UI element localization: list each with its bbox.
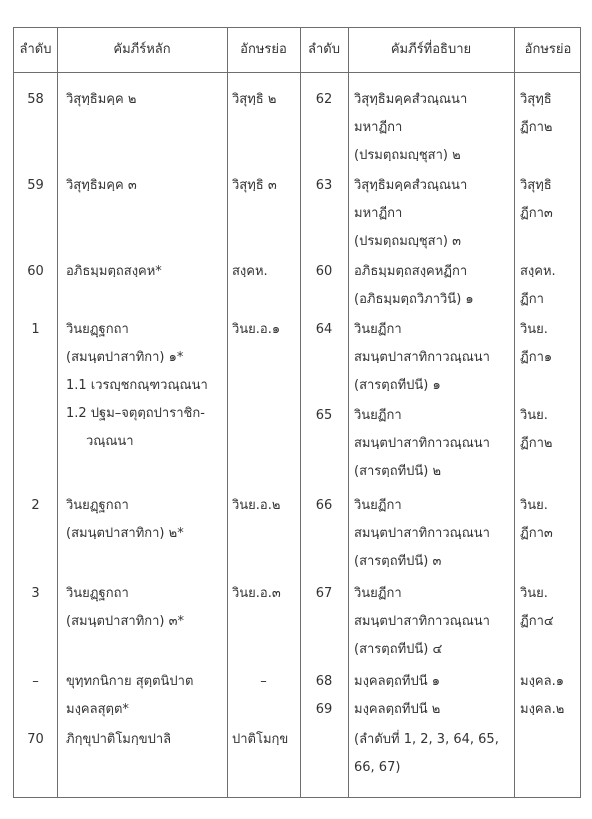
main-text-line: วณฺณนา: [86, 434, 134, 449]
commentary-abbrev: ฏีกา๔: [520, 614, 554, 629]
header-divider: [14, 72, 580, 73]
commentary-line: มงฺคลตฺถทีปนี ๑: [354, 674, 440, 689]
main-text-line: วินยฏฺฐกถา: [66, 586, 129, 601]
column-divider: [348, 28, 349, 797]
commentary-abbrev: ฏีกา๒: [520, 436, 553, 451]
commentary-line: อภิธมฺมตฺถสงฺคหฏีกา: [354, 264, 468, 279]
main-abbrev: ปาติโมกฺข: [232, 732, 289, 747]
commentary-abbrev: วิสุทฺธิ: [520, 178, 552, 193]
commentary-line: มงฺคลตฺถทีปนี ๒: [354, 702, 441, 717]
main-text-line: (สมนฺตปาสาทิกา) ๒*: [66, 526, 184, 541]
header-main-text: คัมภีร์หลัก: [113, 42, 171, 57]
main-text-line: 1.2 ปฐม–จตุตฺถปาราชิก-: [66, 406, 205, 421]
commentary-line: วินยฏีกา: [354, 408, 402, 423]
commentary-abbrev: มงฺคล.๒: [520, 702, 565, 717]
commentary-abbrev: วินย.: [520, 586, 548, 601]
commentary-line: วิสุทฺธิมคฺคสํวณฺณนา: [354, 92, 468, 107]
header-abbrev: อักษรย่อ: [240, 42, 287, 57]
main-abbrev: สงฺคห.: [232, 264, 268, 279]
commentary-line: สมนฺตปาสาทิกาวณฺณนา: [354, 526, 490, 541]
commentary-line: สมนฺตปาสาทิกาวณฺณนา: [354, 614, 490, 629]
commentary-number: 69: [315, 702, 333, 717]
main-abbrev: วิสุทฺธิ ๒: [232, 92, 277, 107]
commentary-line: (สารตฺถทีปนี) ๔: [354, 642, 443, 657]
commentary-number: 66: [315, 498, 333, 513]
commentary-number: 68: [315, 674, 333, 689]
column-divider: [514, 28, 515, 797]
commentary-number: 64: [315, 322, 333, 337]
commentary-abbrev: วิสุทฺธิ: [520, 92, 552, 107]
commentary-abbrev: ฏีกา: [520, 292, 544, 307]
main-abbrev: วินย.อ.๓: [232, 586, 281, 601]
commentary-abbrev: สงฺคห.: [520, 264, 556, 279]
commentary-line: วิสุทฺธิมคฺคสํวณฺณนา: [354, 178, 468, 193]
commentary-abbrev: ฏีกา๓: [520, 526, 553, 541]
main-text-line: มงฺคลสุตฺต*: [66, 702, 129, 717]
main-text-line: (สมนฺตปาสาทิกา) ๑*: [66, 350, 184, 365]
commentary-abbrev: ฏีกา๑: [520, 350, 553, 365]
row-number: 1: [31, 322, 40, 337]
commentary-abbrev: วินย.: [520, 498, 548, 513]
commentary-line: 66, 67): [354, 760, 401, 775]
commentary-line: (สารตฺถทีปนี) ๓: [354, 554, 442, 569]
main-text-line: ขุทฺทกนิกาย สุตฺตนิปาต: [66, 674, 194, 689]
main-abbrev: วินย.อ.๑: [232, 322, 281, 337]
commentary-line: มหาฏีกา: [354, 206, 403, 221]
header-abbrev-2: อักษรย่อ: [524, 42, 572, 57]
commentary-line: วินยฏีกา: [354, 586, 402, 601]
commentary-abbrev: มงฺคล.๑: [520, 674, 564, 689]
main-abbrev: วินย.อ.๒: [232, 498, 281, 513]
commentary-number: 62: [315, 92, 333, 107]
commentary-line: (ปรมตฺถมญฺชุสา) ๓: [354, 234, 461, 249]
commentary-number: 67: [315, 586, 333, 601]
row-number: 58: [27, 92, 44, 107]
row-number: 3: [31, 586, 40, 601]
column-divider: [57, 28, 58, 797]
commentary-number: 60: [315, 264, 333, 279]
row-number: –: [32, 674, 39, 689]
commentary-line: สมนฺตปาสาทิกาวณฺณนา: [354, 350, 490, 365]
commentary-number: 63: [315, 178, 333, 193]
commentary-line: (อภิธมฺมตฺถวิภาวินี) ๑: [354, 292, 474, 307]
main-text-line: 1.1 เวรญฺชกณฺฑวณฺณนา: [66, 378, 208, 393]
row-number: 70: [27, 732, 44, 747]
commentary-line: มหาฏีกา: [354, 120, 403, 135]
commentary-line: (สารตฺถทีปนี) ๑: [354, 378, 441, 393]
main-text-line: วินยฏฺฐกถา: [66, 498, 129, 513]
main-abbrev: –: [260, 674, 267, 689]
commentary-abbrev: วินย.: [520, 322, 548, 337]
commentary-line: วินยฏีกา: [354, 322, 402, 337]
commentary-abbrev: วินย.: [520, 408, 548, 423]
commentary-abbrev: ฏีกา๒: [520, 120, 553, 135]
main-text-line: ภิกฺขุปาติโมกฺขปาลิ: [66, 732, 172, 747]
main-text-line: อภิธมฺมตฺถสงฺคห*: [66, 264, 162, 279]
row-number: 59: [27, 178, 44, 193]
main-text-line: วิสุทฺธิมคฺค ๓: [66, 178, 137, 193]
header-commentary: คัมภีร์ที่อธิบาย: [390, 42, 472, 57]
commentary-abbrev: ฏีกา๓: [520, 206, 553, 221]
row-number: 60: [27, 264, 44, 279]
commentary-line: สมนฺตปาสาทิกาวณฺณนา: [354, 436, 490, 451]
commentary-line: วินยฏีกา: [354, 498, 402, 513]
main-text-line: (สมนฺตปาสาทิกา) ๓*: [66, 614, 185, 629]
main-abbrev: วิสุทฺธิ ๓: [232, 178, 277, 193]
commentary-table: [13, 27, 581, 798]
row-number: 2: [31, 498, 40, 513]
commentary-line: (ลำดับที่ 1, 2, 3, 64, 65,: [354, 732, 499, 747]
header-order: ลำดับ: [19, 42, 52, 57]
main-text-line: วินยฏฺฐกถา: [66, 322, 129, 337]
commentary-line: (สารตฺถทีปนี) ๒: [354, 464, 442, 479]
commentary-line: (ปรมตฺถมญฺชุสา) ๒: [354, 148, 461, 163]
commentary-number: 65: [315, 408, 333, 423]
main-text-line: วิสุทฺธิมคฺค ๒: [66, 92, 137, 107]
header-order-2: ลำดับ: [308, 42, 340, 57]
